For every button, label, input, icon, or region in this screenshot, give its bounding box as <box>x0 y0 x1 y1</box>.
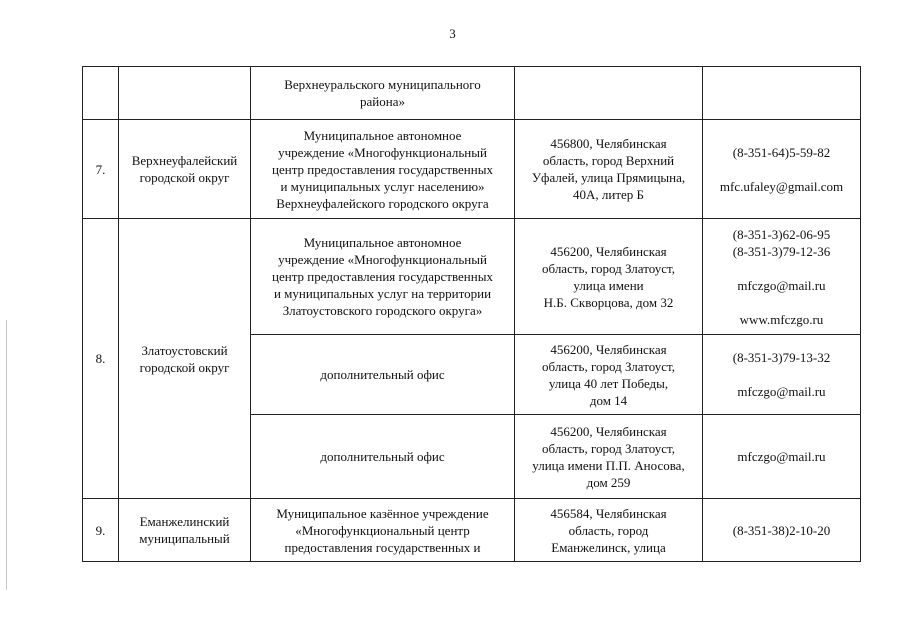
org-line: Златоустовского городского округа» <box>282 303 483 318</box>
address-cell <box>515 415 703 499</box>
org-line: Муниципальное автономное <box>303 127 462 143</box>
website-address: www.mfczgo.ru <box>739 311 824 327</box>
email-address: mfc.ufaley@gmail.com <box>719 178 844 194</box>
address-line: область, город Златоуст, <box>542 440 675 456</box>
scan-edge-line <box>6 320 7 590</box>
row-number: 8. <box>83 219 119 499</box>
contacts-cell <box>703 499 861 562</box>
municipality-line: Еманжелинский <box>139 514 230 529</box>
spacer <box>707 294 856 311</box>
email-address: mfczgo@mail.ru <box>737 449 826 464</box>
address-line: дом 14 <box>589 392 628 408</box>
org-line: Муниципальное автономное <box>303 235 462 250</box>
phone-number: (8-351-3)79-13-32 <box>732 350 831 365</box>
org-line: центр предоставления государственных <box>272 161 493 177</box>
spacer <box>707 260 856 277</box>
org-line: и муниципальных услуг на территории <box>273 286 492 301</box>
mfc-registry-table <box>82 66 861 562</box>
address-line: улица имени <box>573 277 644 293</box>
contacts-cell <box>703 335 861 415</box>
table-row-7 <box>83 120 861 219</box>
organization-cell <box>251 219 515 335</box>
org-line: Верхнеуральского муниципального <box>284 77 481 92</box>
org-line: центр предоставления государственных <box>272 269 493 284</box>
address-line: Уфалей, улица Прямицына, <box>531 170 686 185</box>
municipality-cell <box>119 120 251 219</box>
table-row-9 <box>83 499 861 562</box>
org-line: района» <box>360 94 405 109</box>
row-number: 9. <box>83 499 119 562</box>
municipality-cell <box>119 67 251 120</box>
organization-cell: дополнительный офис <box>251 415 515 499</box>
spacer <box>707 366 856 383</box>
org-line: Муниципальное казённое учреждение <box>276 505 489 521</box>
organization-cell <box>251 499 515 562</box>
municipality-cell <box>119 219 251 499</box>
email-address: mfczgo@mail.ru <box>737 277 826 293</box>
organization-cell <box>251 67 515 120</box>
phone-number: (8-351-3)62-06-95 <box>732 226 831 242</box>
row-number: 7. <box>83 120 119 219</box>
org-line: «Многофункциональный центр <box>295 522 470 538</box>
address-line: 456200, Челябинская <box>550 423 667 439</box>
address-line: дом 259 <box>586 474 631 490</box>
address-line: Еманжелинск, улица <box>551 539 666 555</box>
phone-number: (8-351-64)5-59-82 <box>732 144 831 160</box>
municipality-line: городской округ <box>139 170 230 185</box>
address-line: область, город Верхний <box>542 153 675 168</box>
row-number-cell <box>83 67 119 120</box>
address-line: область, город Златоуст, <box>542 358 675 374</box>
spacer <box>707 161 856 178</box>
address-line: улица имени П.П. Аносова, <box>532 457 685 473</box>
municipality-line: городской округ <box>139 359 230 375</box>
address-line: 40А, литер Б <box>573 187 644 202</box>
contacts-cell <box>703 67 861 120</box>
table-row-8 <box>83 219 861 335</box>
org-line: и муниципальных услуг населению» <box>280 178 485 194</box>
address-line: 456200, Челябинская <box>550 341 667 357</box>
address-cell <box>515 120 703 219</box>
contacts-cell <box>703 415 861 499</box>
organization-cell: дополнительный офис <box>251 335 515 415</box>
contacts-cell <box>703 120 861 219</box>
municipality-line: Златоустовский <box>141 342 228 358</box>
address-line: область, город <box>568 522 649 538</box>
address-line: 456584, Челябинская <box>550 505 667 521</box>
org-line: Верхнеуфалейского городского округа <box>276 195 489 211</box>
address-line: Н.Б. Скворцова, дом 32 <box>543 294 674 310</box>
contacts-cell <box>703 219 861 335</box>
municipality-line: муниципальный <box>139 531 230 546</box>
address-line: область, город Златоуст, <box>542 260 675 276</box>
table-row-continued <box>83 67 861 120</box>
address-line: 456200, Челябинская <box>550 243 667 259</box>
organization-cell <box>251 120 515 219</box>
municipality-line: Верхнеуфалейский <box>131 153 238 168</box>
municipality-cell <box>119 499 251 562</box>
address-cell <box>515 219 703 335</box>
phone-number: (8-351-3)79-12-36 <box>732 243 831 259</box>
phone-number: (8-351-38)2-10-20 <box>732 522 831 538</box>
address-line: улица 40 лет Победы, <box>548 375 669 391</box>
org-line: предоставления государственных и <box>284 539 481 555</box>
page-number: 3 <box>449 26 456 41</box>
org-line: учреждение «Многофункциональный <box>278 144 487 160</box>
address-cell <box>515 67 703 120</box>
org-line: учреждение «Многофункциональный <box>278 252 487 267</box>
address-line: 456800, Челябинская <box>550 136 667 151</box>
email-address: mfczgo@mail.ru <box>737 384 826 399</box>
address-cell <box>515 335 703 415</box>
address-cell <box>515 499 703 562</box>
